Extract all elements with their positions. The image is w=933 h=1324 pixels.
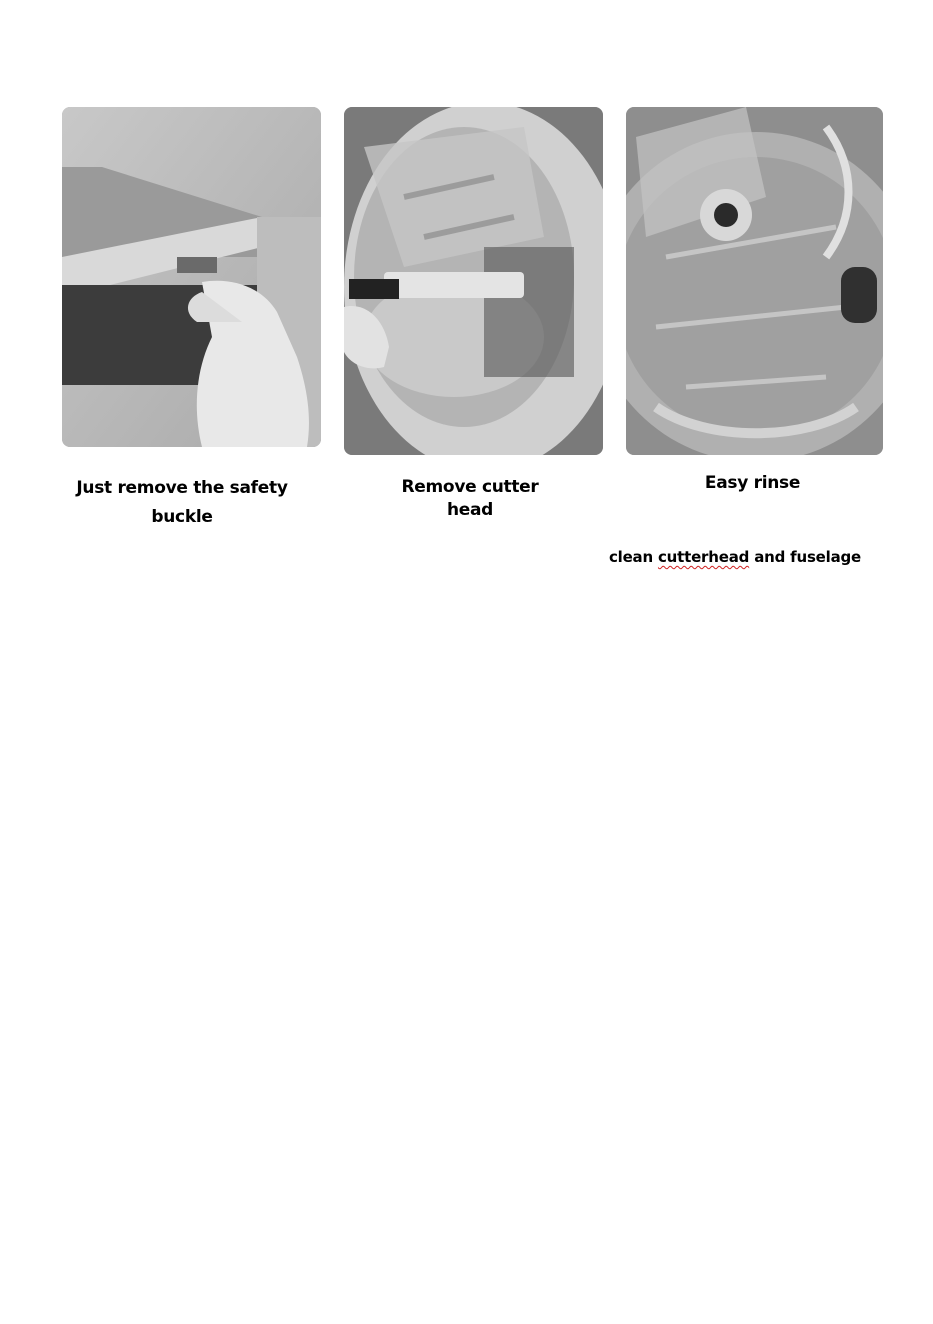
note-suffix: and fuselage <box>749 548 862 566</box>
cutter-head-illustration <box>344 107 603 455</box>
step-3-caption <box>660 471 845 496</box>
rinse-photo <box>626 107 883 455</box>
step-2-caption-line-1: Remove cutter <box>401 477 539 497</box>
cleaning-note <box>580 546 890 568</box>
cutter-head-photo <box>344 107 603 455</box>
step-1-caption <box>62 474 302 532</box>
step-1-caption-line-1: Just remove the safety <box>76 478 288 498</box>
step-2-caption-line-2: head <box>446 500 494 520</box>
step-1-caption-line-2: buckle <box>151 507 213 527</box>
step-3-caption-line-1: Easy rinse <box>704 473 801 493</box>
rinse-illustration <box>626 107 883 455</box>
safety-buckle-illustration <box>62 107 321 447</box>
safety-buckle-photo <box>62 107 321 447</box>
note-spellchecked-word: cutterhead <box>657 548 750 566</box>
note-prefix: clean <box>608 548 658 566</box>
step-2-caption <box>380 476 560 522</box>
